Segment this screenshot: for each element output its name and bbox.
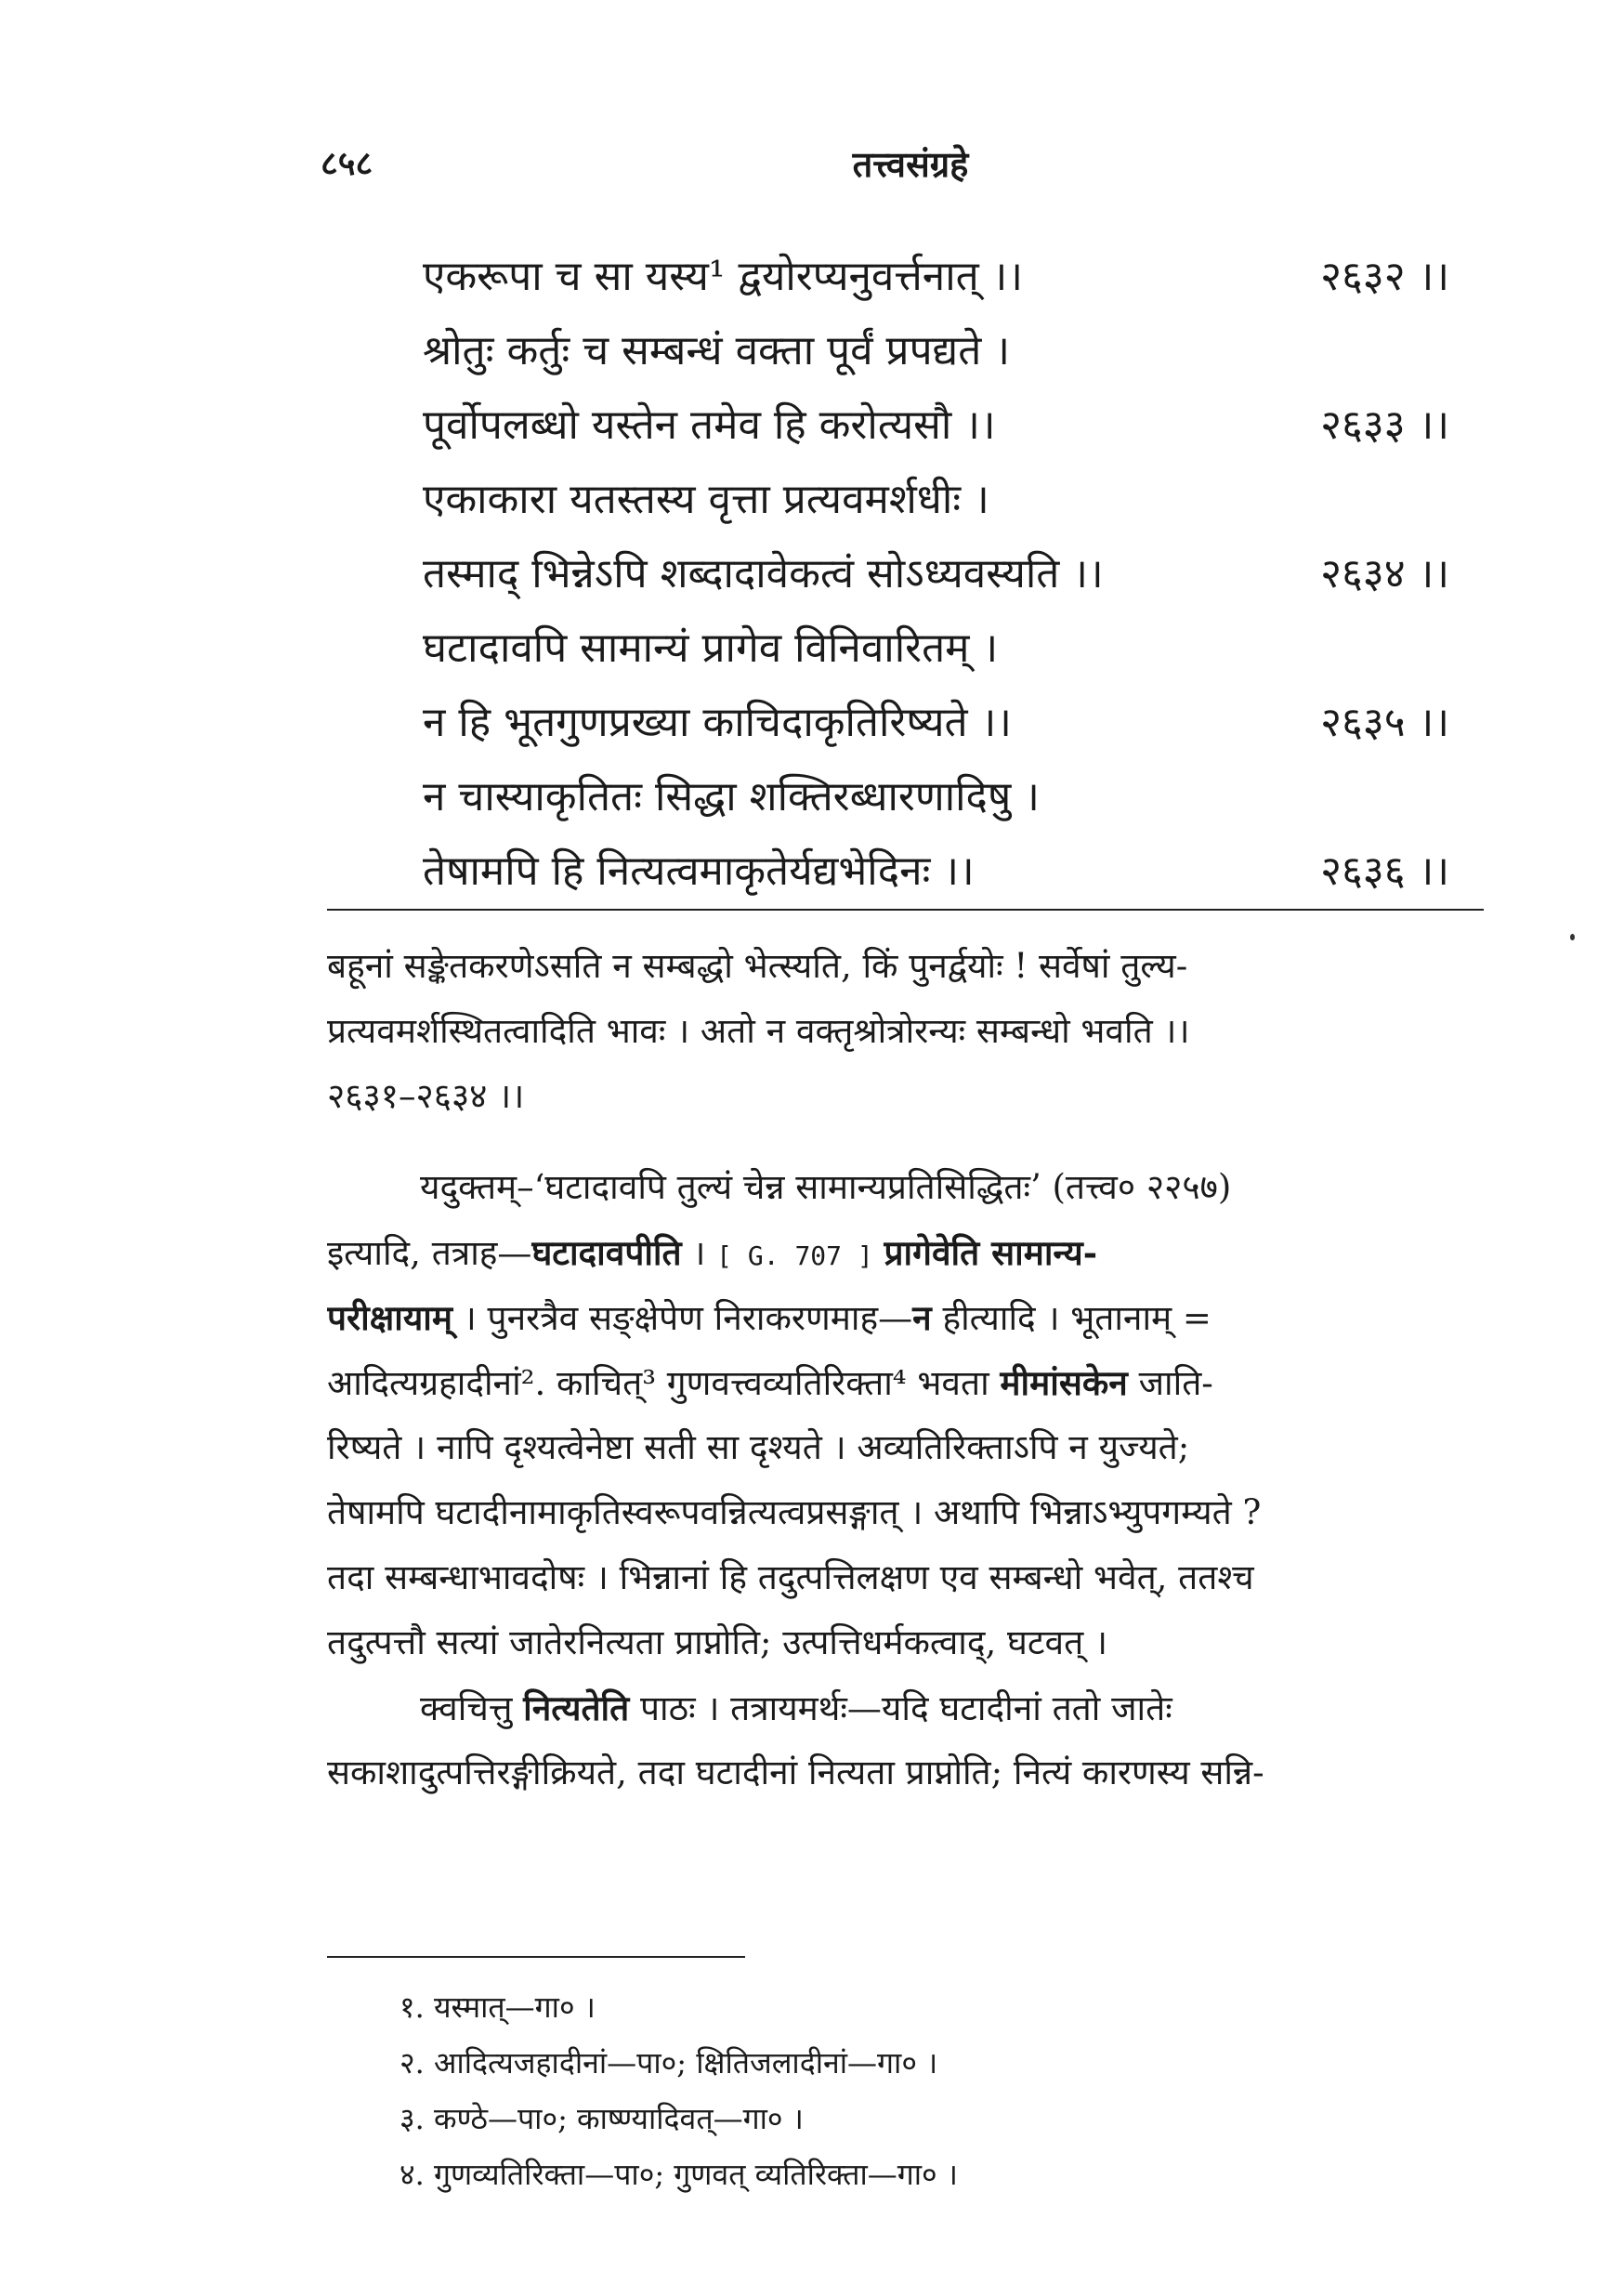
verse-text: श्रोतुः कर्तुः च सम्बन्धं वक्ता पूर्वं प्रपद्यते । xyxy=(423,327,1011,374)
text-run xyxy=(873,1233,884,1273)
verse-text: तस्माद् भिन्नेऽपि शब्दादावेकत्वं सोऽध्यवस्यति ।। xyxy=(423,550,1104,597)
verse-line xyxy=(423,314,1449,388)
footnote: १. यस्मात्—गा० । xyxy=(399,1989,596,2025)
pratika-text: परीक्षायाम् xyxy=(327,1297,453,1338)
verse-line xyxy=(423,537,1449,611)
commentary-line: तदुत्पत्तौ सत्यां जातेरनित्यता प्राप्नोति; उत्पत्तिधर्मकत्वाद्, घटवत् । xyxy=(327,1622,1107,1662)
verse-text: न हि भूतगुणप्रख्या काचिदाकृतिरिष्यते ।। xyxy=(423,699,1012,746)
verse-number: २६३५ ।। xyxy=(1320,699,1449,746)
commentary-line: सकाशादुत्पत्तिरङ्गीक्रियते, तदा घटादीनां नित्यता प्राप्नोति; नित्यं कारणस्य सन्नि- xyxy=(327,1752,1264,1792)
running-title: तत्त्वसंग्रहे xyxy=(852,143,969,185)
page-header xyxy=(321,139,1500,204)
pratika-text: प्रागेवेति सामान्य- xyxy=(884,1232,1098,1273)
verse-text: पूर्वोपलब्धो यस्तेन तमेव हि करोत्यसौ ।। xyxy=(423,401,996,449)
footnotes xyxy=(399,1979,1421,2202)
verse-number: २६३२ ।। xyxy=(1320,253,1449,300)
commentary-line: प्रत्यवमर्शस्थितत्वादिति भावः । अतो न वक्तृश्रोत्रोरन्यः सम्बन्धो भवति ।। xyxy=(327,1011,1190,1051)
text-run: हीत्यादि । भूतानाम् = xyxy=(931,1298,1211,1338)
verse-line xyxy=(423,611,1449,686)
text-run: पाठः । तत्रायमर्थः—यदि घटादीनां ततो जातेः xyxy=(629,1688,1172,1728)
verse-number: २६३६ ।। xyxy=(1320,847,1449,895)
verse-text: तेषामपि हि नित्यत्वमाकृतेर्यद्यभेदिनः ।। xyxy=(423,847,975,895)
commentary-line: यदुक्तम्–‘घटादावपि तुल्यं चेन्न सामान्यप्रतिसिद्धितः’ (तत्त्व० २२५७) xyxy=(420,1167,1232,1207)
text-run: आदित्यग्रहादीनां². काचित्³ गुणवत्त्वव्यतिरिक्ता⁴ भवता xyxy=(327,1363,1001,1403)
verse-text: एकाकारा यतस्तस्य वृत्ता प्रत्यवमर्शधीः । xyxy=(423,476,989,523)
text-run: क्वचित्तु xyxy=(420,1688,524,1728)
verse-separator-rule xyxy=(327,909,1484,911)
page-number: ८५८ xyxy=(321,144,373,183)
pratika-text: मीमांसकेन xyxy=(1000,1362,1128,1403)
pratika-text: घटादावपीति xyxy=(531,1232,682,1273)
verse-number: २६३४ ।। xyxy=(1320,550,1449,597)
verse-line xyxy=(423,388,1449,463)
verse-number: २६३३ ।। xyxy=(1320,401,1449,449)
commentary-line: तदा सम्बन्धाभावदोषः । भिन्नानां हि तदुत्पत्तिलक्षण एव सम्बन्धो भवेत्, ततश्च xyxy=(327,1557,1254,1597)
commentary-line xyxy=(327,1350,1484,1415)
commentary-line: रिष्यते । नापि दृश्यत्वेनेष्टा सती सा दृश्यते । अव्यतिरिक्ताऽपि न युज्यते; xyxy=(327,1427,1190,1467)
commentary-line: २६३१–२६३४ ।। xyxy=(327,1076,525,1116)
text-run: इत्यादि, तत्राह— xyxy=(327,1233,532,1273)
footnote: ४. गुणव्यतिरिक्ता—पा०; गुणवत् व्यतिरिक्ता—गा० । xyxy=(399,2157,958,2192)
verse-text: एकरूपा च सा यस्य¹ द्वयोरप्यनुवर्त्तनात् ।। xyxy=(423,253,1024,300)
verse-line xyxy=(423,463,1449,537)
commentary-line: बहूनां सङ्केतकरणेऽसति न सम्बद्धो भेत्स्यति, किं पुनर्द्वयोः ! सर्वेषां तुल्य- xyxy=(327,946,1188,986)
pratika-text: नित्यतेति xyxy=(523,1687,630,1728)
verse-text: न चास्याकृतितः सिद्धा शक्तिरब्धारणादिषु । xyxy=(423,773,1040,820)
text-run: । पुनरत्रैव सङ्क्षेपेण निराकरणमाह— xyxy=(452,1298,913,1338)
scan-speck xyxy=(1570,934,1575,940)
verse-line xyxy=(423,240,1449,314)
commentary-line: तेषामपि घटादीनामाकृतिस्वरूपवन्नित्यत्वप्रसङ्गात् । अथापि भिन्नाऽभ्युपगम्यते ? xyxy=(327,1492,1262,1532)
verse-block xyxy=(423,240,1449,909)
text-run: । xyxy=(681,1233,717,1273)
footnote: ३. कण्ठे—पा०; काष्ण्यादिवत्—गा० । xyxy=(399,2101,804,2136)
verse-text: घटादावपि सामान्यं प्रागेव विनिवारितम् । xyxy=(423,624,999,672)
text-run: जाति- xyxy=(1127,1363,1213,1403)
verse-line xyxy=(423,686,1449,760)
paragraph-gap xyxy=(327,1129,1484,1155)
pratika-text: न xyxy=(912,1297,932,1338)
commentary xyxy=(327,934,1484,1805)
edition-page-ref: [ G. 707 ] xyxy=(716,1240,873,1271)
verse-line xyxy=(423,834,1449,909)
commentary-line xyxy=(327,1675,1484,1740)
footnote: २. आदित्यजहादीनां—पा०; क्षितिजलादीनां—गा० । xyxy=(399,2045,938,2081)
commentary-line xyxy=(327,1285,1484,1350)
footnote-separator-rule xyxy=(327,1956,745,1958)
verse-line xyxy=(423,760,1449,834)
commentary-line xyxy=(327,1220,1484,1285)
